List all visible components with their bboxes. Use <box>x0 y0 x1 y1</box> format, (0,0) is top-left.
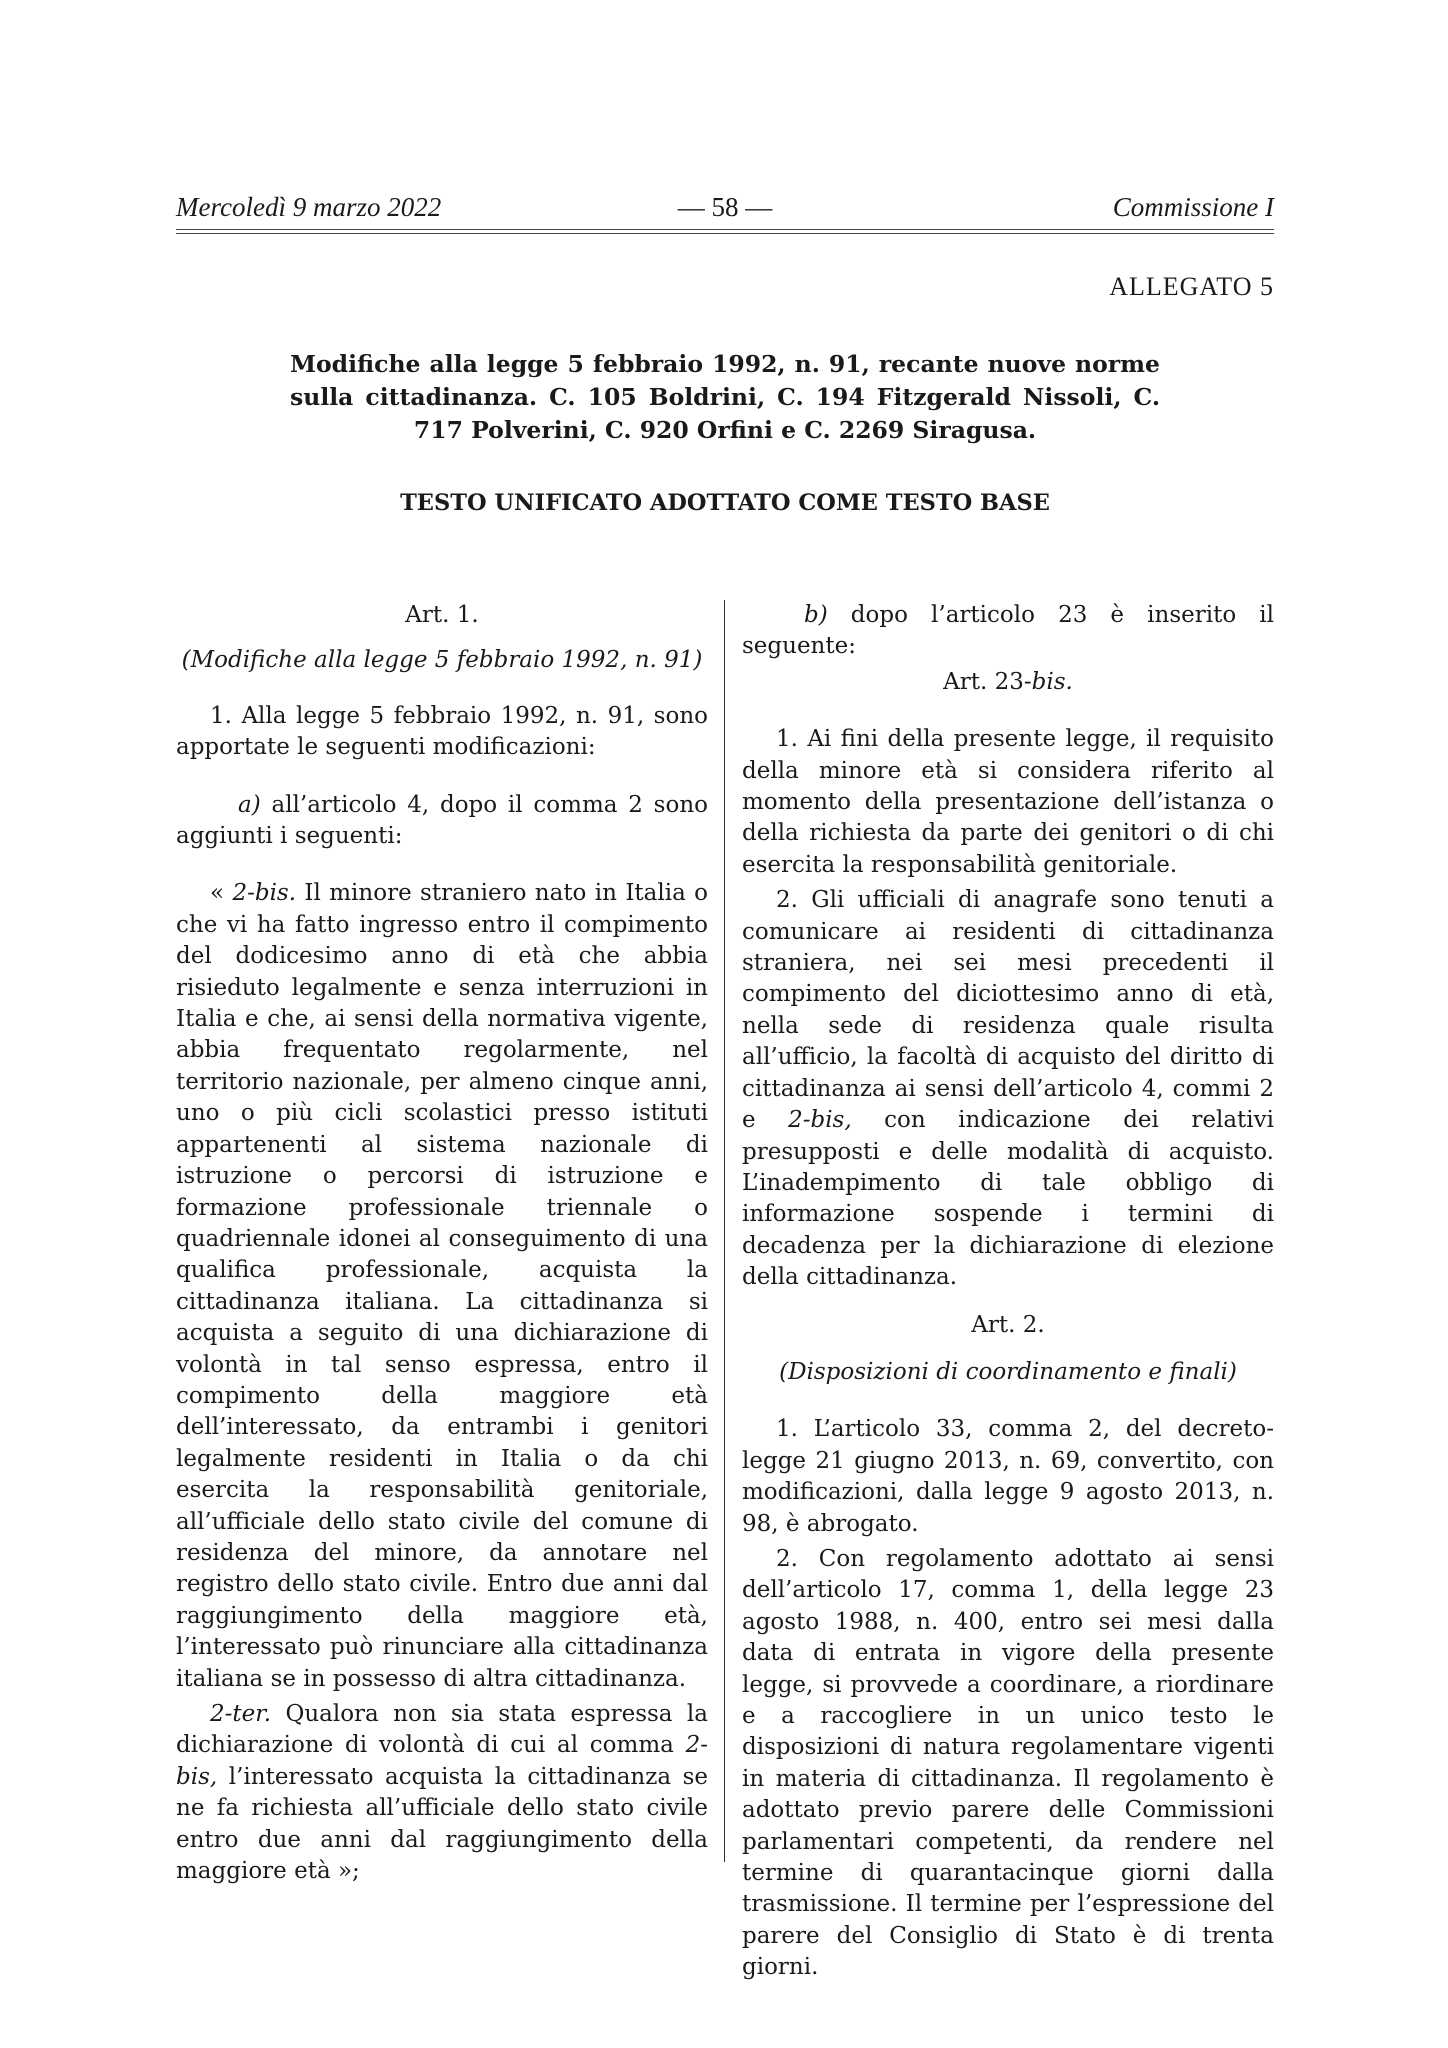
document-subtitle: TESTO UNIFICATO ADOTTATO COME TESTO BASE <box>400 490 1050 516</box>
header-rule-top <box>176 229 1274 230</box>
article-2-title: (Disposizioni di coordinamento e finali) <box>779 1358 1237 1385</box>
comma-2-ter-ref: 2-bis, <box>176 1732 708 1790</box>
article-2-paragraph-1: 1. L’articolo 33, comma 2, del decreto-legge 21 giugno 2013, n. 69, convertito, con modificazioni, dalla legge 9 agosto 2013, n. 98, è abrogato. <box>742 1416 1274 1537</box>
comma-2-ter-text-2: l’interessato acquista la cittadinanza se ne fa richiesta all’ufficiale dello stato civile entro due anni dal raggiungimento della maggiore età »; <box>176 1763 708 1885</box>
comma-2-bis-label: 2-bis. <box>232 880 297 907</box>
article-1-heading: Art. 1. <box>405 602 479 628</box>
header-date: Mercoledì 9 marzo 2022 <box>176 192 442 222</box>
article-23-prefix: Art. 23- <box>943 668 1032 695</box>
quote-open: « <box>210 880 233 907</box>
article-2-heading: Art. 2. <box>971 1311 1045 1338</box>
page-header <box>176 192 1274 234</box>
article-1-title: (Modifiche alla legge 5 febbraio 1992, n. 91) <box>181 647 703 674</box>
comma-2-ter-text-1: Qualora non sia stata espressa la dichiarazione di volontà di cui al comma <box>176 1701 708 1759</box>
header-commission: Commissione I <box>1112 192 1274 222</box>
comma-2-ter-label: 2-ter. <box>210 1701 272 1727</box>
article-1-item-a <box>176 790 708 853</box>
item-a-letter: a) <box>238 791 261 818</box>
article-23-bis-paragraph-2 <box>742 885 1274 1293</box>
article-2-paragraph-2: 2. Con regolamento adottato ai sensi dell’articolo 17, comma 1, della legge 23 agosto 1988, n. 400, entro sei mesi dalla data di entrata in vigore della presente legge, si provvede a coordinare, a riordinare e a raccogliere in un unico testo le disposizioni di natura regolamentare vigenti in materia di cittadinanza. Il regolamento è adottato previo parere delle Commissioni parlamentari competenti, da rendere nel termine di quarantacinque giorni dalla trasmissione. Il termine per l’espressione del parere del Consiglio di Stato è di trenta giorni. <box>742 1545 1274 1981</box>
document-title: Modifiche alla legge 5 febbraio 1992, n. 91, recante nuove norme sulla cittadinanza. C. 105 Boldrini, C. 194 Fitzgerald Nissoli, C. 717 Polverini, C. 920 Orfini e C. 2269 Siragusa. <box>290 350 1160 444</box>
comma-2-ter <box>176 1699 708 1887</box>
article-23-bis-p2-text-2: con indicazione dei relativi presupposti e delle modalità di acquisto. L’inadempimento di tale obbligo di informazione sospende i termini di decadenza per la dichiarazione di elezione della cittadinanza. <box>742 1107 1274 1291</box>
comma-2-bis-text: Il minore straniero nato in Italia o che vi ha fatto ingresso entro il compimento del dodicesimo anno di età che abbia risieduto legalmente e senza interruzioni in Italia e che, ai sensi della normativa vigente, abbia frequentato regolarmente, nel territorio nazionale, per almeno cinque anni, uno o più cicli scolastici presso istituti appartenenti al sistema nazionale di istruzione o percorsi di istruzione e formazione professionale triennale o quadriennale idonei al conseguimento di una qualifica professionale, acquista la cittadinanza italiana. La cittadinanza si acquista a seguito di una dichiarazione di volontà in tal senso espressa, entro il compimento della maggiore età dell’interessato, da entrambi i genitori legalmente residenti in Italia o da chi esercita la responsabilità genitoriale, all’ufficiale dello stato civile del comune di residenza del minore, da annotare nel registro dello stato civile. Entro due anni dal raggiungimento della maggiore età, l’interessato può rinunciare alla cittadinanza italiana se in possesso di altra cittadinanza. <box>176 880 708 1692</box>
right-column <box>742 596 1274 1984</box>
article-1-paragraph-1: 1. Alla legge 5 febbraio 1992, n. 91, sono apportate le seguenti modificazioni: <box>176 702 708 761</box>
article-23-bis-heading <box>742 667 1274 698</box>
left-column <box>176 596 708 1887</box>
article-1-item-b <box>742 600 1274 663</box>
header-rule-bottom <box>176 233 1274 234</box>
comma-2-bis <box>176 878 708 1695</box>
page-number: — 58 — <box>677 192 773 222</box>
item-b-text: dopo l’articolo 23 è inserito il seguente: <box>742 602 1274 660</box>
item-a-text: all’articolo 4, dopo il comma 2 sono aggiunti i seguenti: <box>176 791 708 850</box>
attachment-label: ALLEGATO 5 <box>1109 272 1274 301</box>
article-23-bis-p2-ref: 2-bis, <box>788 1107 852 1134</box>
column-divider <box>724 600 725 1862</box>
article-23-bis-p2-text-1: 2. Gli ufficiali di anagrafe sono tenuti a comunicare ai residenti di cittadinanza straniera, nei sei mesi precedenti il compimento del diciottesimo anno di età, nella sede di residenza quale risulta all’ufficio, la facoltà di acquisto del diritto di cittadinanza ai sensi dell’articolo 4, commi 2 e <box>742 887 1274 1134</box>
article-23-bis-paragraph-1: 1. Ai fini della presente legge, il requisito della minore età si considera riferito al momento della presentazione dell’istanza o della richiesta da parte dei genitori o di chi esercita la responsabilità genitoriale. <box>742 726 1274 878</box>
article-23-suffix: bis. <box>1031 668 1073 695</box>
item-b-letter: b) <box>804 602 828 628</box>
